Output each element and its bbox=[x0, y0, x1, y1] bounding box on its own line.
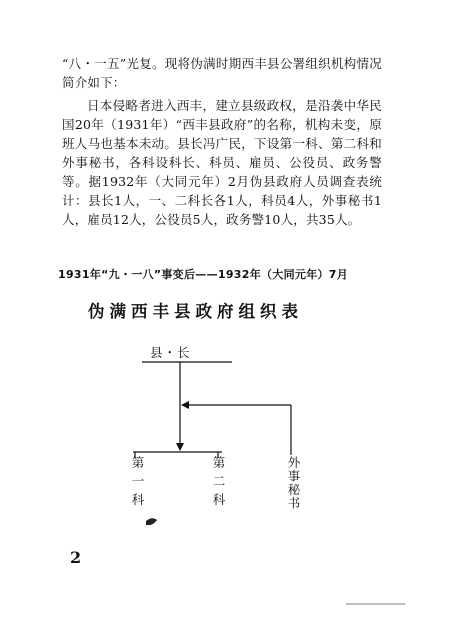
intro-paragraph: “八・一五”光复。现将伪满时期西丰县公署组织机构情况简介如下： bbox=[62, 56, 382, 90]
page-number: 2 bbox=[70, 548, 82, 567]
trunk-arrowhead bbox=[176, 443, 184, 451]
period-heading: 1931年“九・一八”事变后——1932年（大同元年）7月 bbox=[58, 268, 349, 281]
org-node-foreign-secretary: 外事秘书 bbox=[286, 456, 301, 510]
secretary-link-arrowhead bbox=[181, 401, 189, 409]
org-node-county-head: 县・长 bbox=[150, 345, 191, 360]
org-node-first-section: 第一科 bbox=[130, 456, 145, 512]
org-node-second-section: 第二科 bbox=[211, 456, 226, 512]
ink-mark bbox=[146, 518, 157, 525]
org-chart-title: 伪满西丰县政府组织表 bbox=[88, 302, 303, 321]
body-paragraph: 日本侵略者进入西丰，建立县级政权，是沿袭中华民国20年（1931年）“西丰县政府”的名称，机构未变，原班人马也基本未动。县长冯广民，下设第一科、第二科和外事秘书，各科设科长、科员、雇员、公役员、政务警等。据1932年（大同元年）2月伪县政府人员调查表统计：县长1人，一、二科长各1人，科员4人，外事秘书1人，雇员12人，公役员5人，政务警10人，共35人。 bbox=[62, 98, 382, 227]
